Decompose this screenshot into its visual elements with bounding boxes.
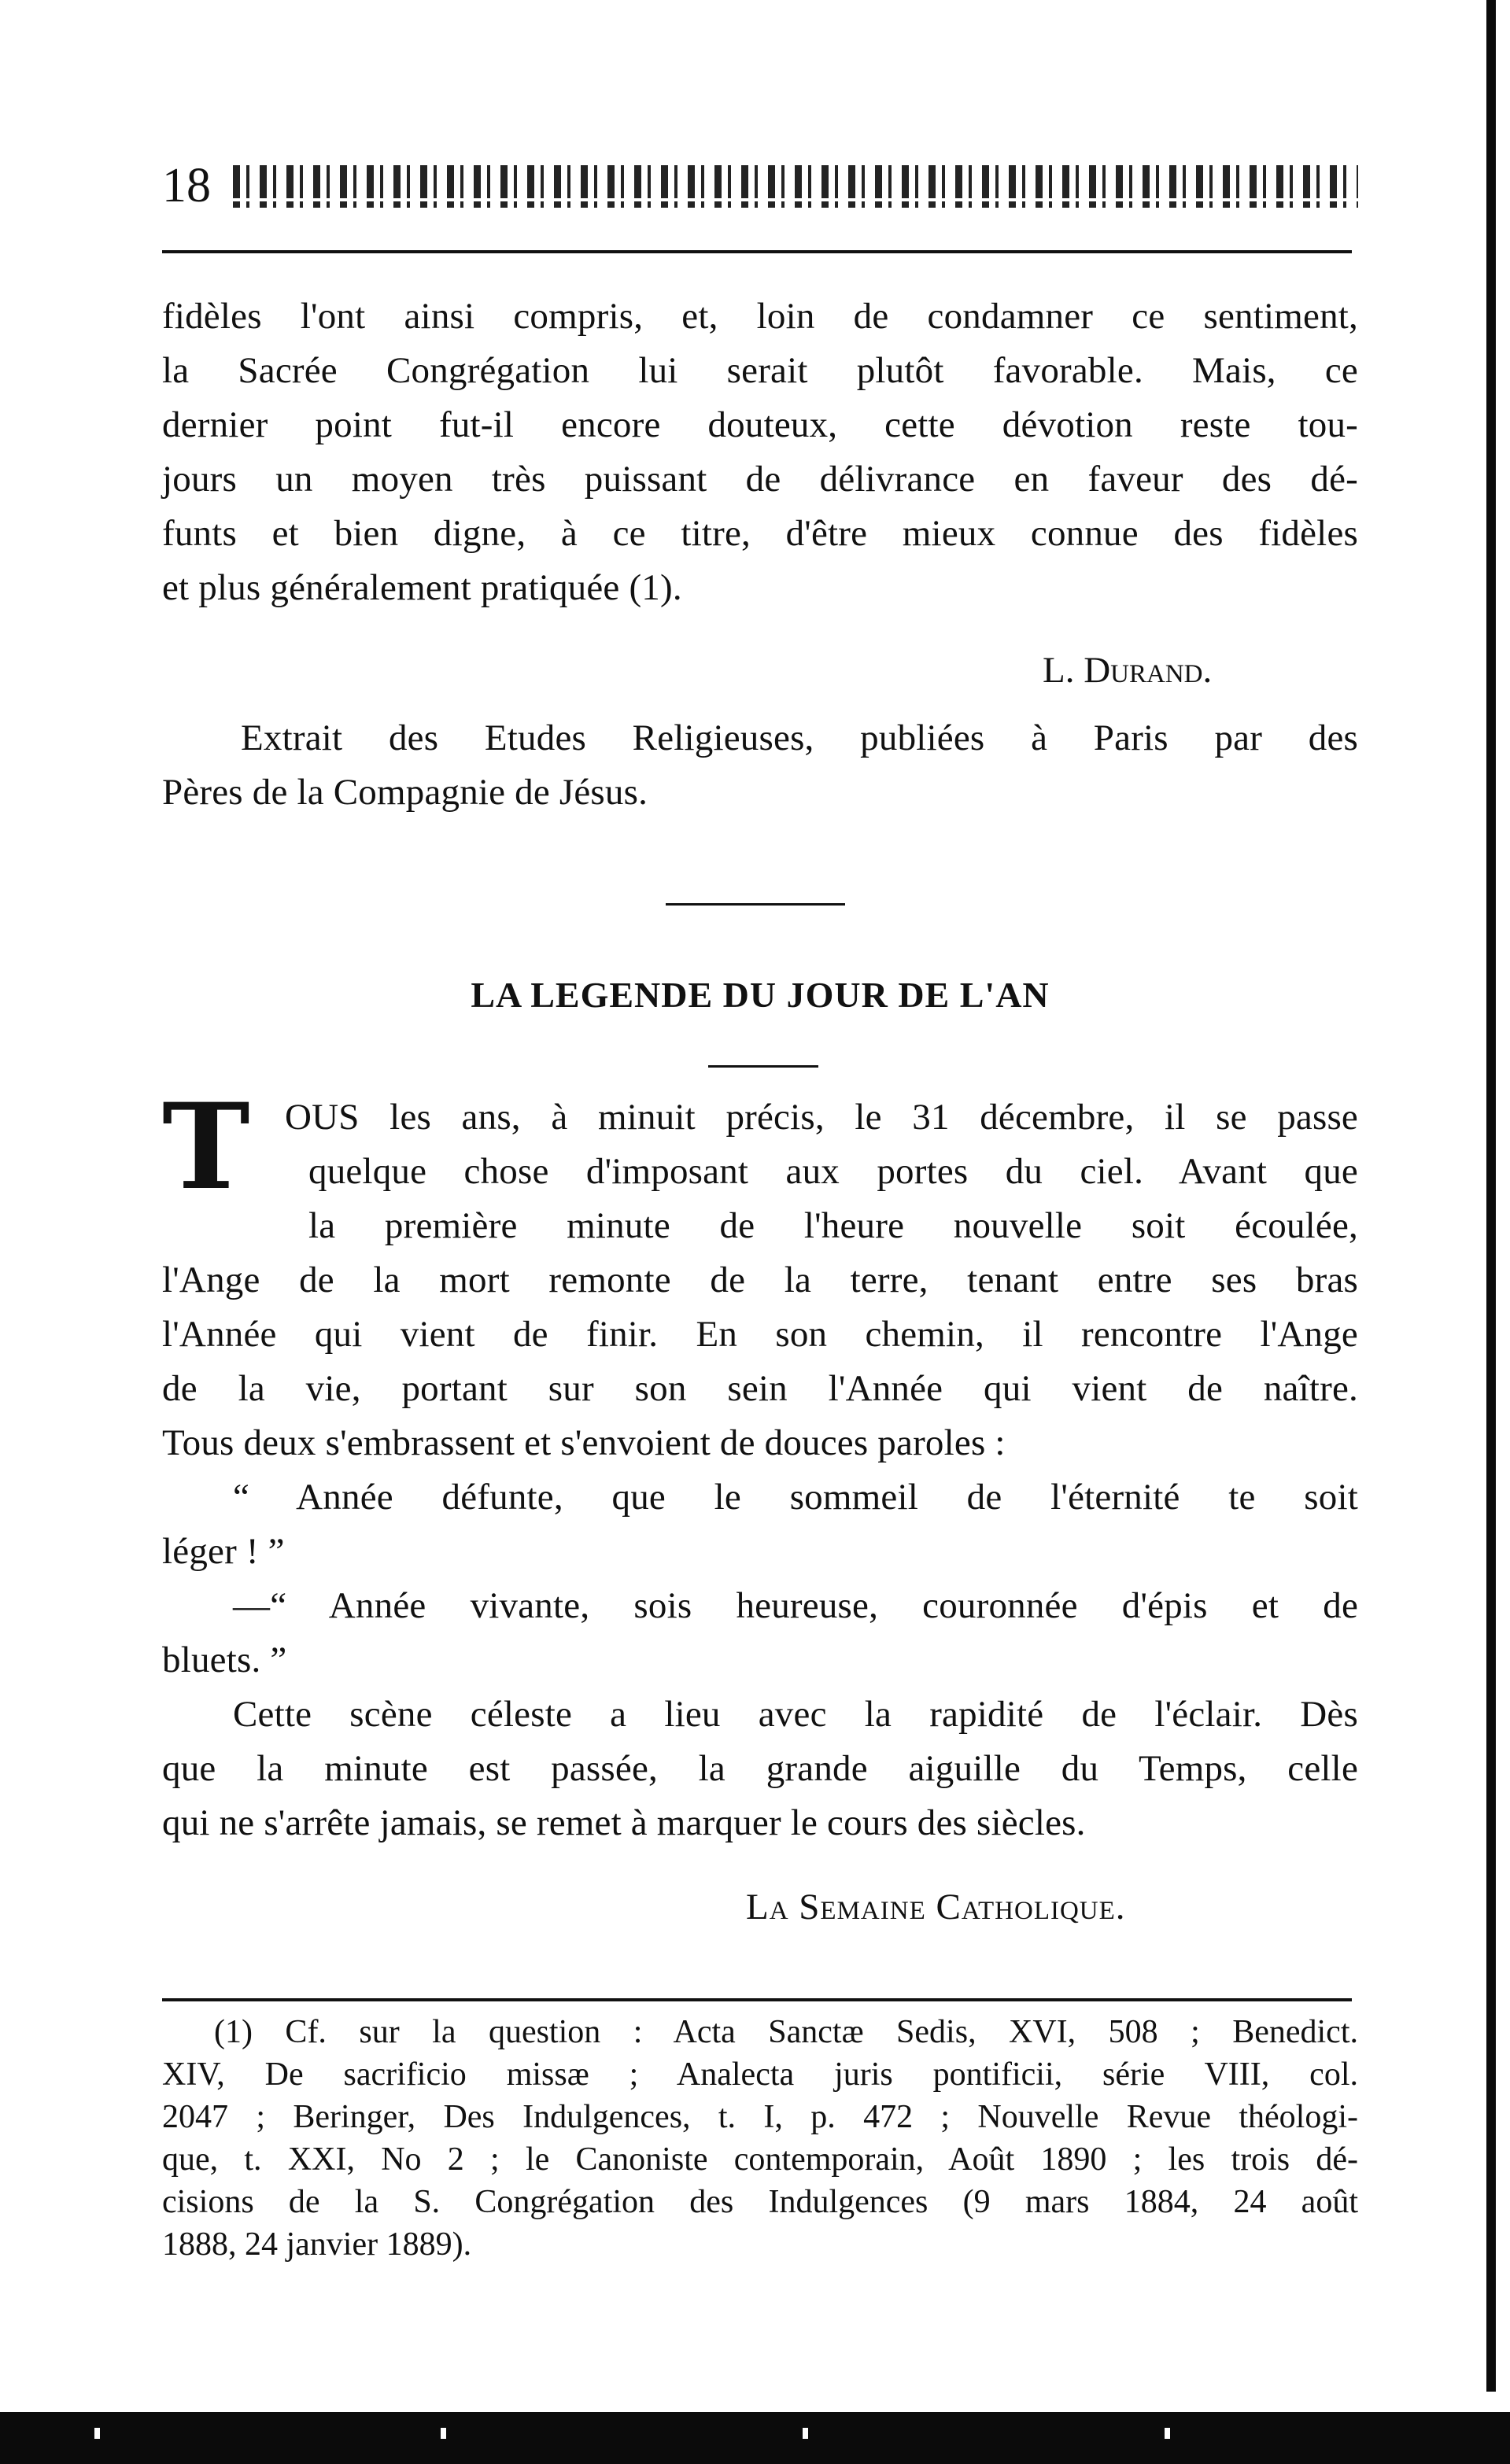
header-ornament [233,165,1358,208]
page-number: 18 [162,159,211,212]
section-title: LA LEGENDE DU JOUR DE L'AN [471,975,1050,1015]
text-line: fidèles l'ont ainsi compris, et, loin de condamner ce sentiment, [162,296,1358,337]
text-line: dernier point fut-il encore douteux, cette dévotion reste tou- [162,404,1358,445]
text-line: —“ Année vivante, sois heureuse, couronnée d'épis et de [233,1585,1358,1626]
text-line: quelque chose d'imposant aux portes du ciel. Avant que [308,1151,1358,1192]
text-line: Cette scène céleste a lieu avec la rapidité de l'éclair. Dès [233,1694,1358,1735]
section-divider [666,903,845,906]
page-header [162,154,1358,217]
footnote-line: 1888, 24 janvier 1889). [162,2226,472,2263]
text-line: jours un moyen très puissant de délivrance en faveur des dé- [162,459,1358,500]
title-underline [708,1065,818,1068]
scan-edge-bottom [0,2412,1510,2464]
footnote [162,2011,1358,2266]
header-rule [162,250,1352,253]
legend-opening [285,1090,1358,1253]
text-line: la première minute de l'heure nouvelle soit écoulée, [308,1205,1358,1246]
signature-semaine-catholique: La Semaine Catholique. [746,1887,1126,1927]
legend-body [162,1253,1358,1850]
text-line: “ Année défunte, que le sommeil de l'éternité te soit [233,1477,1358,1518]
text-line: que la minute est passée, la grande aiguille du Temps, celle [162,1748,1358,1789]
drop-cap: T [162,1078,250,1216]
source-citation [162,711,1358,820]
text-line: bluets. ” [162,1640,287,1680]
text-line: léger ! ” [162,1531,285,1572]
text-line: et plus généralement pratiquée (1). [162,567,682,608]
text-line: qui ne s'arrête jamais, se remet à marquer le cours des siècles. [162,1802,1086,1843]
footnote-line: cisions de la S. Congrégation des Indulgences (9 mars 1884, 24 août [162,2184,1358,2220]
footnote-rule [162,1998,1352,2001]
scan-edge-right [1486,0,1496,2392]
text-line: funts et bien digne, à ce titre, d'être mieux connue des fidèles [162,513,1358,554]
text-line: Tous deux s'embrassent et s'envoient de douces paroles : [162,1422,1006,1463]
text-line: de la vie, portant sur son sein l'Année qui vient de naître. [162,1368,1358,1409]
footnote-line: 2047 ; Beringer, Des Indulgences, t. I, p. 472 ; Nouvelle Revue théologi- [162,2099,1358,2135]
text-line: OUS les ans, à minuit précis, le 31 décembre, il se passe [285,1097,1358,1138]
text-line: la Sacrée Congrégation lui serait plutôt favorable. Mais, ce [162,350,1358,391]
text-line: l'Année qui vient de finir. En son chemin, il rencontre l'Ange [162,1314,1358,1355]
footnote-line: XIV, De sacrificio missæ ; Analecta juris pontificii, série VIII, col. [162,2056,1358,2093]
signature-durand: L. Durand. [1043,650,1213,691]
text-line: Extrait des Etudes Religieuses, publiées à Paris par des [241,717,1358,758]
footnote-line: que, t. XXI, No 2 ; le Canoniste contemporain, Août 1890 ; les trois dé- [162,2141,1358,2178]
text-line: Pères de la Compagnie de Jésus. [162,772,648,813]
paragraph-continuation [162,290,1358,615]
footnote-line: (1) Cf. sur la question : Acta Sanctæ Sedis, XVI, 508 ; Benedict. [214,2014,1358,2050]
text-line: l'Ange de la mort remonte de la terre, tenant entre ses bras [162,1260,1358,1300]
